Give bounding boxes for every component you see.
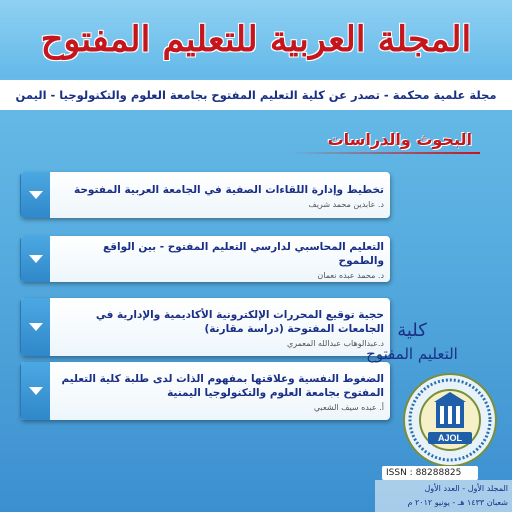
section-title: البحوث والدراسات [327, 130, 472, 149]
expand-toggle-3[interactable] [20, 298, 50, 356]
article-author-4: أ. عبده سيف الشعبي [313, 403, 384, 412]
article-title-2: التعليم المحاسبي لدارسي التعليم المفتوح - بين الواقع والطموح [102, 241, 384, 267]
journal-header [0, 0, 512, 78]
expand-toggle-2[interactable] [20, 236, 50, 282]
chevron-down-icon [29, 191, 43, 199]
issue-volume: المجلد الأول - العدد الأول [424, 484, 508, 493]
college-label-line2: التعليم المفتوح [366, 345, 458, 363]
article-item-1[interactable] [20, 172, 390, 218]
chevron-down-icon [29, 387, 43, 395]
journal-subtitle: مجلة علمية محكمة - تصدر عن كلية التعليم المفتوح بجامعة العلوم والتكنولوجيا - اليمن [15, 88, 497, 102]
article-title-1: تخطيط وإدارة اللقاءات الصفية في الجامعة العربية المفتوحة [73, 184, 384, 196]
article-item-4[interactable] [20, 362, 390, 420]
issue-date: شعبان ١٤٣٣ هـ - يونيو ٢٠١٢ م [407, 498, 508, 507]
issn-label: ISSN : 88288825 [382, 466, 478, 480]
article-title-3: حجية توقيع المحررات الإلكترونية الأكاديمية والإدارية في الجامعات المفتوحة (دراسة مقارنة) [95, 309, 384, 335]
logo-text: AJOL [437, 433, 463, 443]
article-author-1: د. عابدين محمد شريف [308, 200, 384, 209]
issue-footer [375, 480, 512, 512]
article-title-4: الضغوط النفسية وعلاقتها بمفهوم الذات لدى طلبة كلية التعليم المفتوح بجامعة العلوم والتكنولوجيا اليمنية [61, 373, 384, 399]
article-item-2[interactable] [20, 236, 390, 282]
college-label [352, 320, 472, 363]
subtitle-band [0, 80, 512, 110]
chevron-down-icon [29, 255, 43, 263]
article-item-3[interactable] [20, 298, 390, 356]
college-label-line1: كلية [397, 320, 427, 341]
section-divider [290, 152, 480, 154]
article-author-3: د.عبدالوهاب عبدالله المعمري [287, 339, 384, 348]
article-author-2: د. محمد عبده نعمان [317, 271, 384, 280]
university-seal-icon [402, 372, 498, 468]
expand-toggle-4[interactable] [20, 362, 50, 420]
expand-toggle-1[interactable] [20, 172, 50, 218]
journal-title: المجلة العربية للتعليم المفتوح [40, 18, 472, 60]
chevron-down-icon [29, 323, 43, 331]
